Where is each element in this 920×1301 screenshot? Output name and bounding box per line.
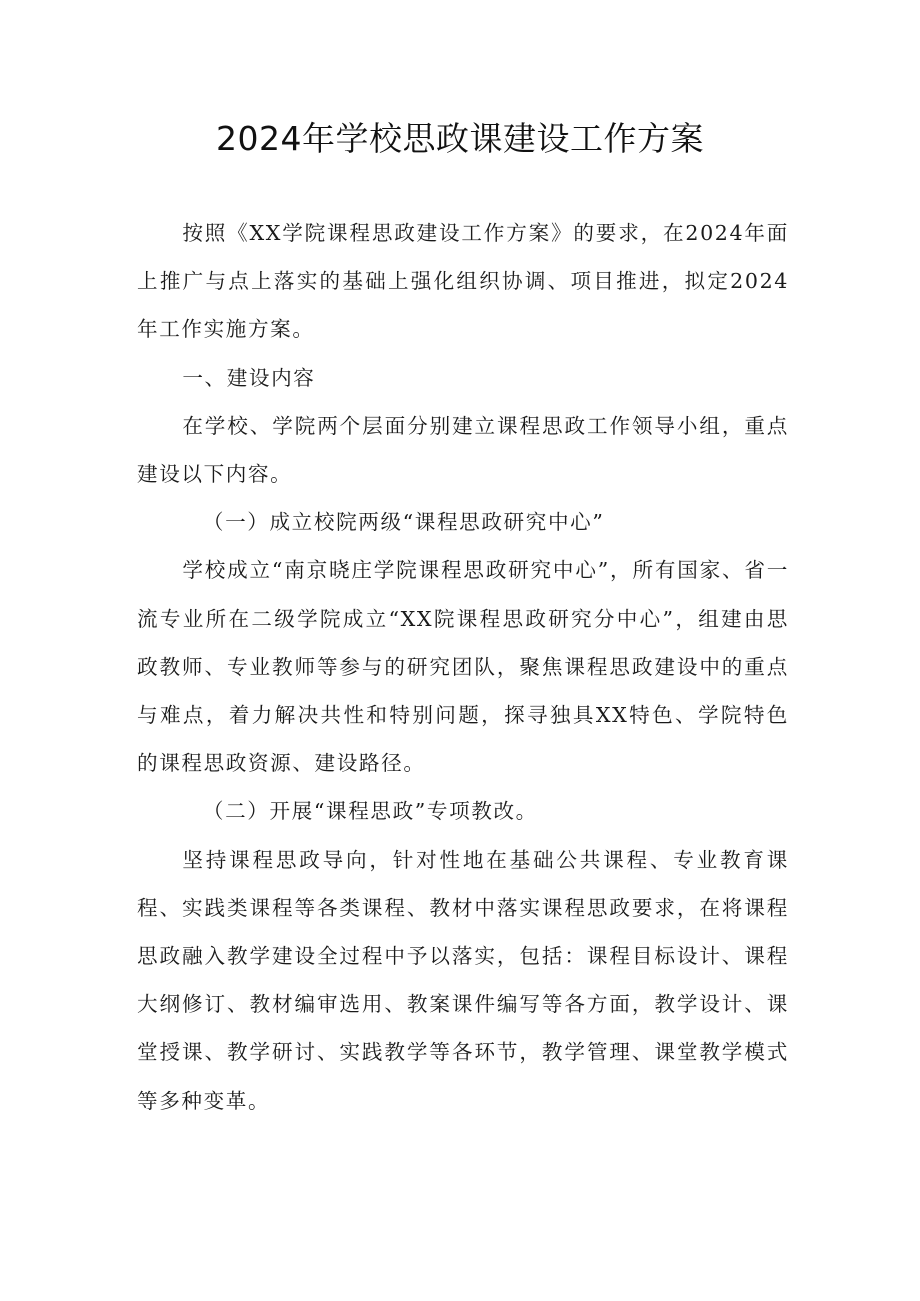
paragraph-subsection-2: 坚持课程思政导向，针对性地在基础公共课程、专业教育课程、实践类课程等各类课程、教材中落实课程思政要求，在将课程思政融入教学建设全过程中予以落实，包括：课程目标设计、课程大纲修订、教材编审选用、教案课件编写等各方面，教学设计、课堂授课、教学研讨、实践教学等各环节，教学管理、课堂教学模式等多种变革。 bbox=[137, 847, 789, 1113]
paragraph-subsection-1: 学校成立“南京晓庄学院课程思政研究中心”，所有国家、省一流专业所在二级学院成立“XX院课程思政研究分中心”，组建由思政教师、专业教师等参与的研究团队，聚焦课程思政建设中的重点与难点，着力解决共性和特别问题，探寻独具XX特色、学院特色的课程思政资源、建设路径。 bbox=[137, 558, 789, 776]
paragraph-intro: 按照《XX学院课程思政建设工作方案》的要求，在2024年面上推广与点上落实的基础上强化组织协调、项目推进，拟定2024年工作实施方案。 bbox=[137, 221, 789, 342]
subsection-heading-1: （一）成立校院两级“课程思政研究中心” bbox=[202, 510, 605, 535]
document-body bbox=[137, 209, 789, 1125]
subsection-heading-2: （二）开展“课程思政”专项教改。 bbox=[202, 799, 538, 824]
paragraph-section-1: 在学校、学院两个层面分别建立课程思政工作领导小组，重点建设以下内容。 bbox=[137, 413, 789, 487]
document-title: 2024年学校思政课建设工作方案 bbox=[216, 119, 704, 158]
section-heading-1: 一、建设内容 bbox=[182, 365, 316, 390]
